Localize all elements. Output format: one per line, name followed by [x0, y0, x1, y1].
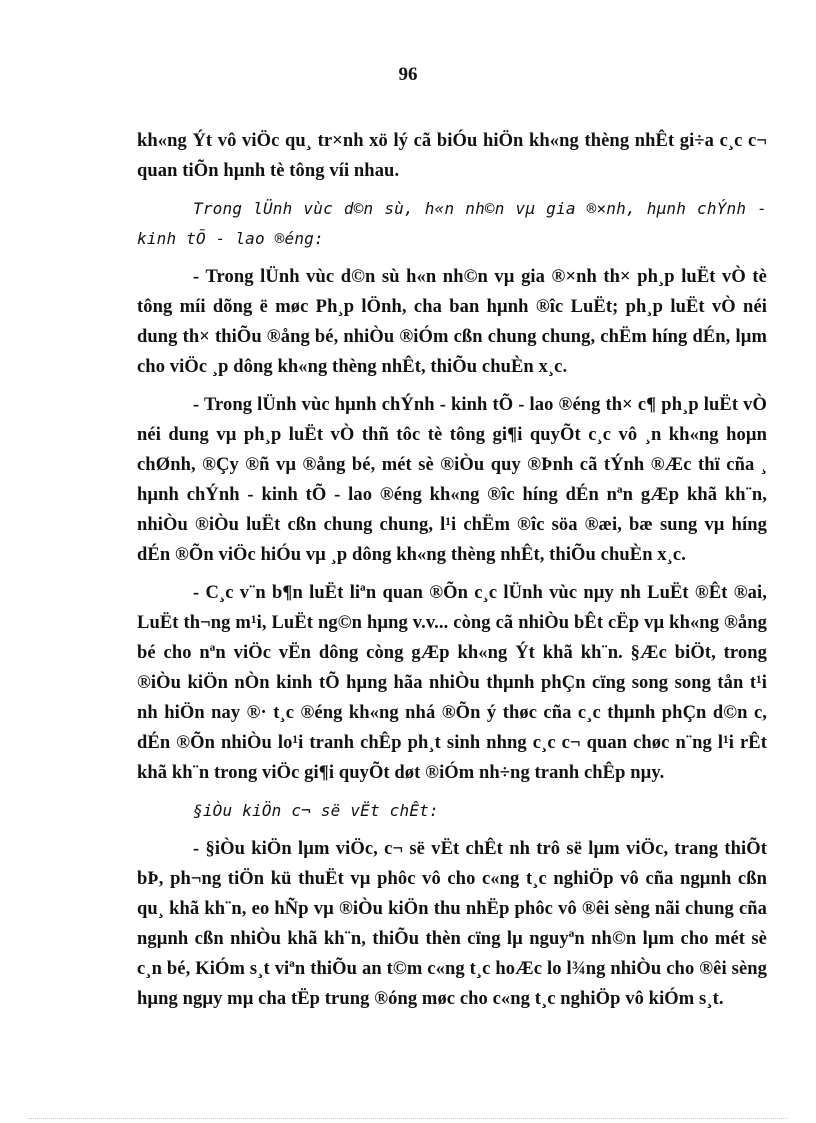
section-heading-facilities: §iÒu kiÖn c¬ së vËt chÊt:: [193, 801, 439, 820]
section-heading-civil-admin: Trong lÜnh vùc d©n sù, h«n nh©n vµ gia ®×nh, hµnh chÝnh - kinh tÕ - lao ®éng:: [137, 199, 767, 248]
paragraph-working-conditions: - §iÒu kiÖn lµm viÖc, c¬ së vËt chÊt nh trô së lµm viÖc, trang thiÕt bÞ, ph¬ng tiÖn kü thuËt vµ phôc vô cho c«ng t¸c nghiÖp vô cña ngµnh cßn qu¸ khã kh¨n, eo hÑp vµ ®iÒu kiÖn thu nhËp phôc vô ®êi sèng nãi chung cña ngµnh cßn nhiÒu khã kh¨n, thiÕu thèn cïng lµ nguyªn nh©n lµm cho mét sè c¸n bé, KiÓm s¸t viªn thiÕu an t©m c«ng t¸c hoÆc lo l¾ng nhiÒu cho ®êi sèng hµng ngµy mµ cha tËp trung ®óng møc cho c«ng t¸c nghiÖp vô kiÓm s¸t.: [137, 839, 767, 1009]
paragraph-civil-family: - Trong lÜnh vùc d©n sù h«n nh©n vµ gia ®×nh th× ph¸p luËt vÒ tè tông míi dõng ë møc Ph¸p lÖnh, cha ban hµnh ®îc LuËt; ph¸p luËt vÒ néi dung th× thiÕu ®ång bé, nhiÒu ®iÓm cßn chung chung, chËm híng dÉn, lµm cho viÖc ¸p dông kh«ng thèng nhÊt, thiÕu chuÈn x¸c.: [137, 267, 767, 377]
paragraph-related-laws: - C¸c v¨n b¶n luËt liªn quan ®Õn c¸c lÜnh vùc nµy nh LuËt ®Êt ®ai, LuËt th¬ng m¹i, LuËt ng©n hµng v.v... còng cã nhiÒu bÊt cËp vµ kh«ng ®ång bé cho nªn viÖc vËn dông còng gÆp kh«ng Ýt khã kh¨n. §Æc biÖt, trong ®iÒu kiÖn nÒn kinh tÕ hµng hãa nhiÒu thµnh phÇn cïng song song tån t¹i nh hiÖn nay ®· t¸c ®éng kh«ng nhá ®Õn ý thøc cña c¸c thµnh phÇn d©n c, dÉn ®Õn nhiÒu lo¹i tranh chÊp ph¸t sinh nhng c¸c c¬ quan chøc n¨ng l¹i rÊt khã kh¨n trong viÖc gi¶i quyÕt døt ®iÓm nh÷ng tranh chÊp nµy.: [137, 583, 767, 783]
page-bottom-divider: [28, 1118, 788, 1119]
paragraph-admin-economic-labor: - Trong lÜnh vùc hµnh chÝnh - kinh tÕ - lao ®éng th× c¶ ph¸p luËt vÒ néi dung vµ ph¸p luËt vÒ thñ tôc tè tông gi¶i quyÕt c¸c vô ¸n kh«ng hoµn chØnh, ®Çy ®ñ vµ ®ång bé, mét sè ®iÒu quy ®Þnh cã tÝnh ®Æc thï cña ¸ hµnh chÝnh - kinh tÕ - lao ®éng kh«ng ®îc híng dÉn nªn gÆp khã kh¨n, nhiÒu ®iÒu luËt cßn chung chung, l¹i chËm ®îc söa ®æi, bæ sung vµ híng dÉn ®Õn viÖc hiÓu vµ ¸p dông kh«ng thèng nhÊt, thiÕu chuÈn x¸c.: [137, 395, 767, 565]
paragraph-continuation: kh«ng Ýt vô viÖc qu¸ tr×nh xö lý cã biÓu hiÖn kh«ng thèng nhÊt gi÷a c¸c c¬ quan tiÕn hµnh tè tông víi nhau.: [137, 131, 767, 181]
body-text: [137, 126, 767, 1022]
page-number: 96: [398, 64, 418, 85]
